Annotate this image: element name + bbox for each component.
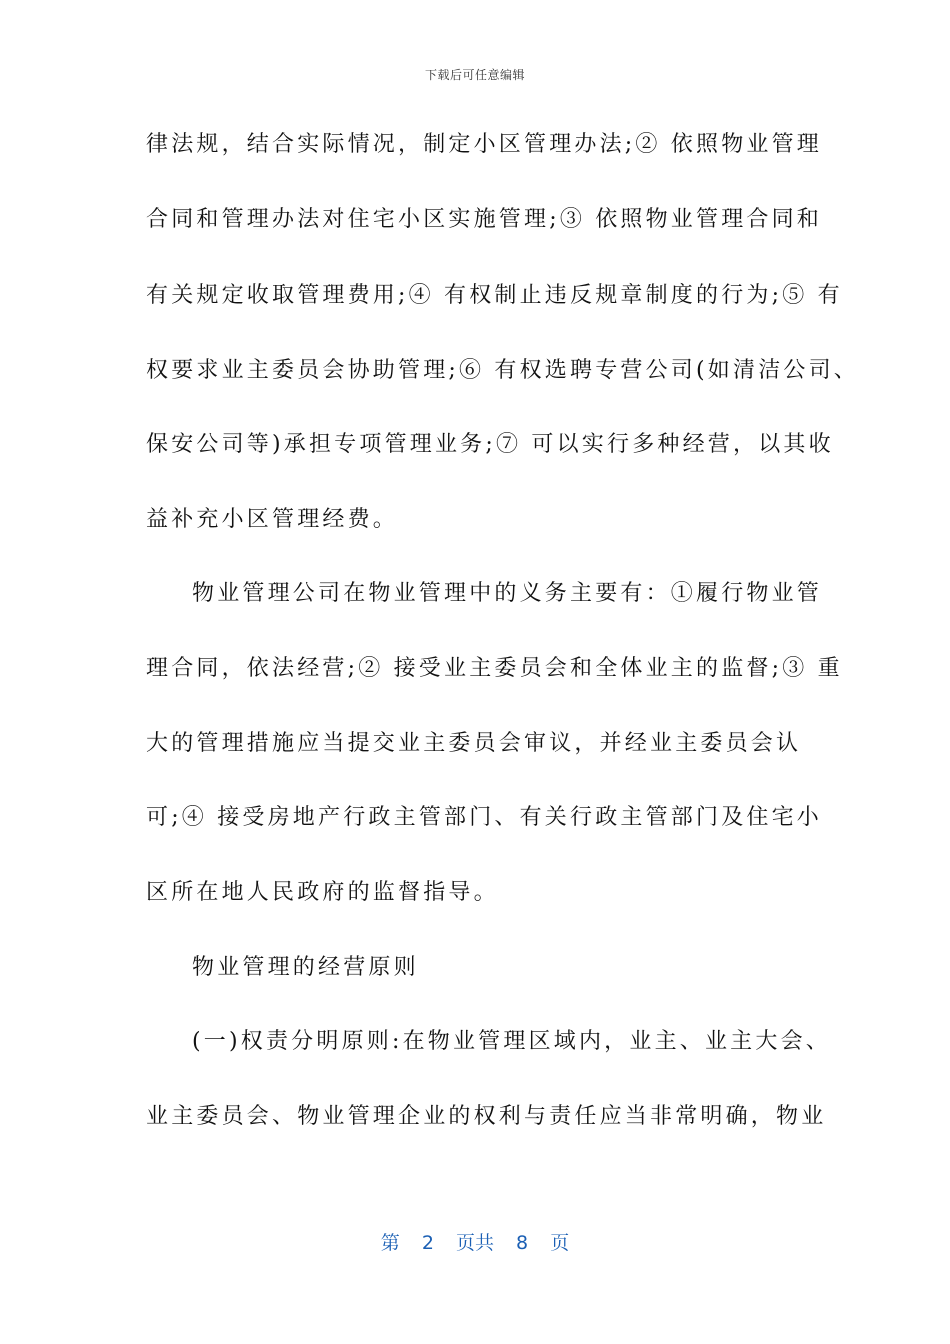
body-line: 区所在地人民政府的监督指导。 — [146, 880, 499, 905]
page-header: 下载后可任意编辑 — [424, 68, 525, 82]
paragraph-start-line: 物业管理公司在物业管理中的义务主要有：①履行物业管 — [192, 581, 823, 606]
body-line: 合同和管理办法对住宅小区实施管理;③ 依照物业管理合同和 — [146, 207, 823, 232]
footer-prefix: 第 — [380, 1232, 400, 1254]
footer-suffix: 页 — [550, 1232, 570, 1254]
body-line: 业主委员会、物业管理企业的权利与责任应当非常明确，物业 — [146, 1104, 827, 1129]
paragraph-start-line: (一)权责分明原则:在物业管理区域内，业主、业主大会、 — [192, 1029, 831, 1054]
body-line: 有关规定收取管理费用;④ 有权制止违反规章制度的行为;⑤ 有 — [146, 283, 843, 308]
current-page-number: 2 — [421, 1232, 434, 1254]
body-line: 律法规，结合实际情况，制定小区管理办法;② 依照物业管理 — [146, 132, 823, 157]
page-footer — [0, 1228, 950, 1255]
body-line: 可;④ 接受房地产行政主管部门、有关行政主管部门及住宅小 — [146, 805, 823, 830]
body-line: 大的管理措施应当提交业主委员会审议，并经业主委员会认 — [146, 731, 802, 756]
section-heading: 物业管理的经营原则 — [192, 955, 419, 980]
body-line: 理合同，依法经营;② 接受业主委员会和全体业主的监督;③ 重 — [146, 656, 843, 681]
body-line: 保安公司等)承担专项管理业务;⑦ 可以实行多种经营，以其收 — [146, 432, 834, 457]
body-line: 益补充小区管理经费。 — [146, 507, 399, 532]
body-line: 权要求业主委员会协助管理;⑥ 有权选聘专营公司(如清洁公司、 — [146, 358, 859, 383]
total-page-count: 8 — [516, 1232, 529, 1254]
footer-middle: 页共 — [455, 1232, 494, 1254]
